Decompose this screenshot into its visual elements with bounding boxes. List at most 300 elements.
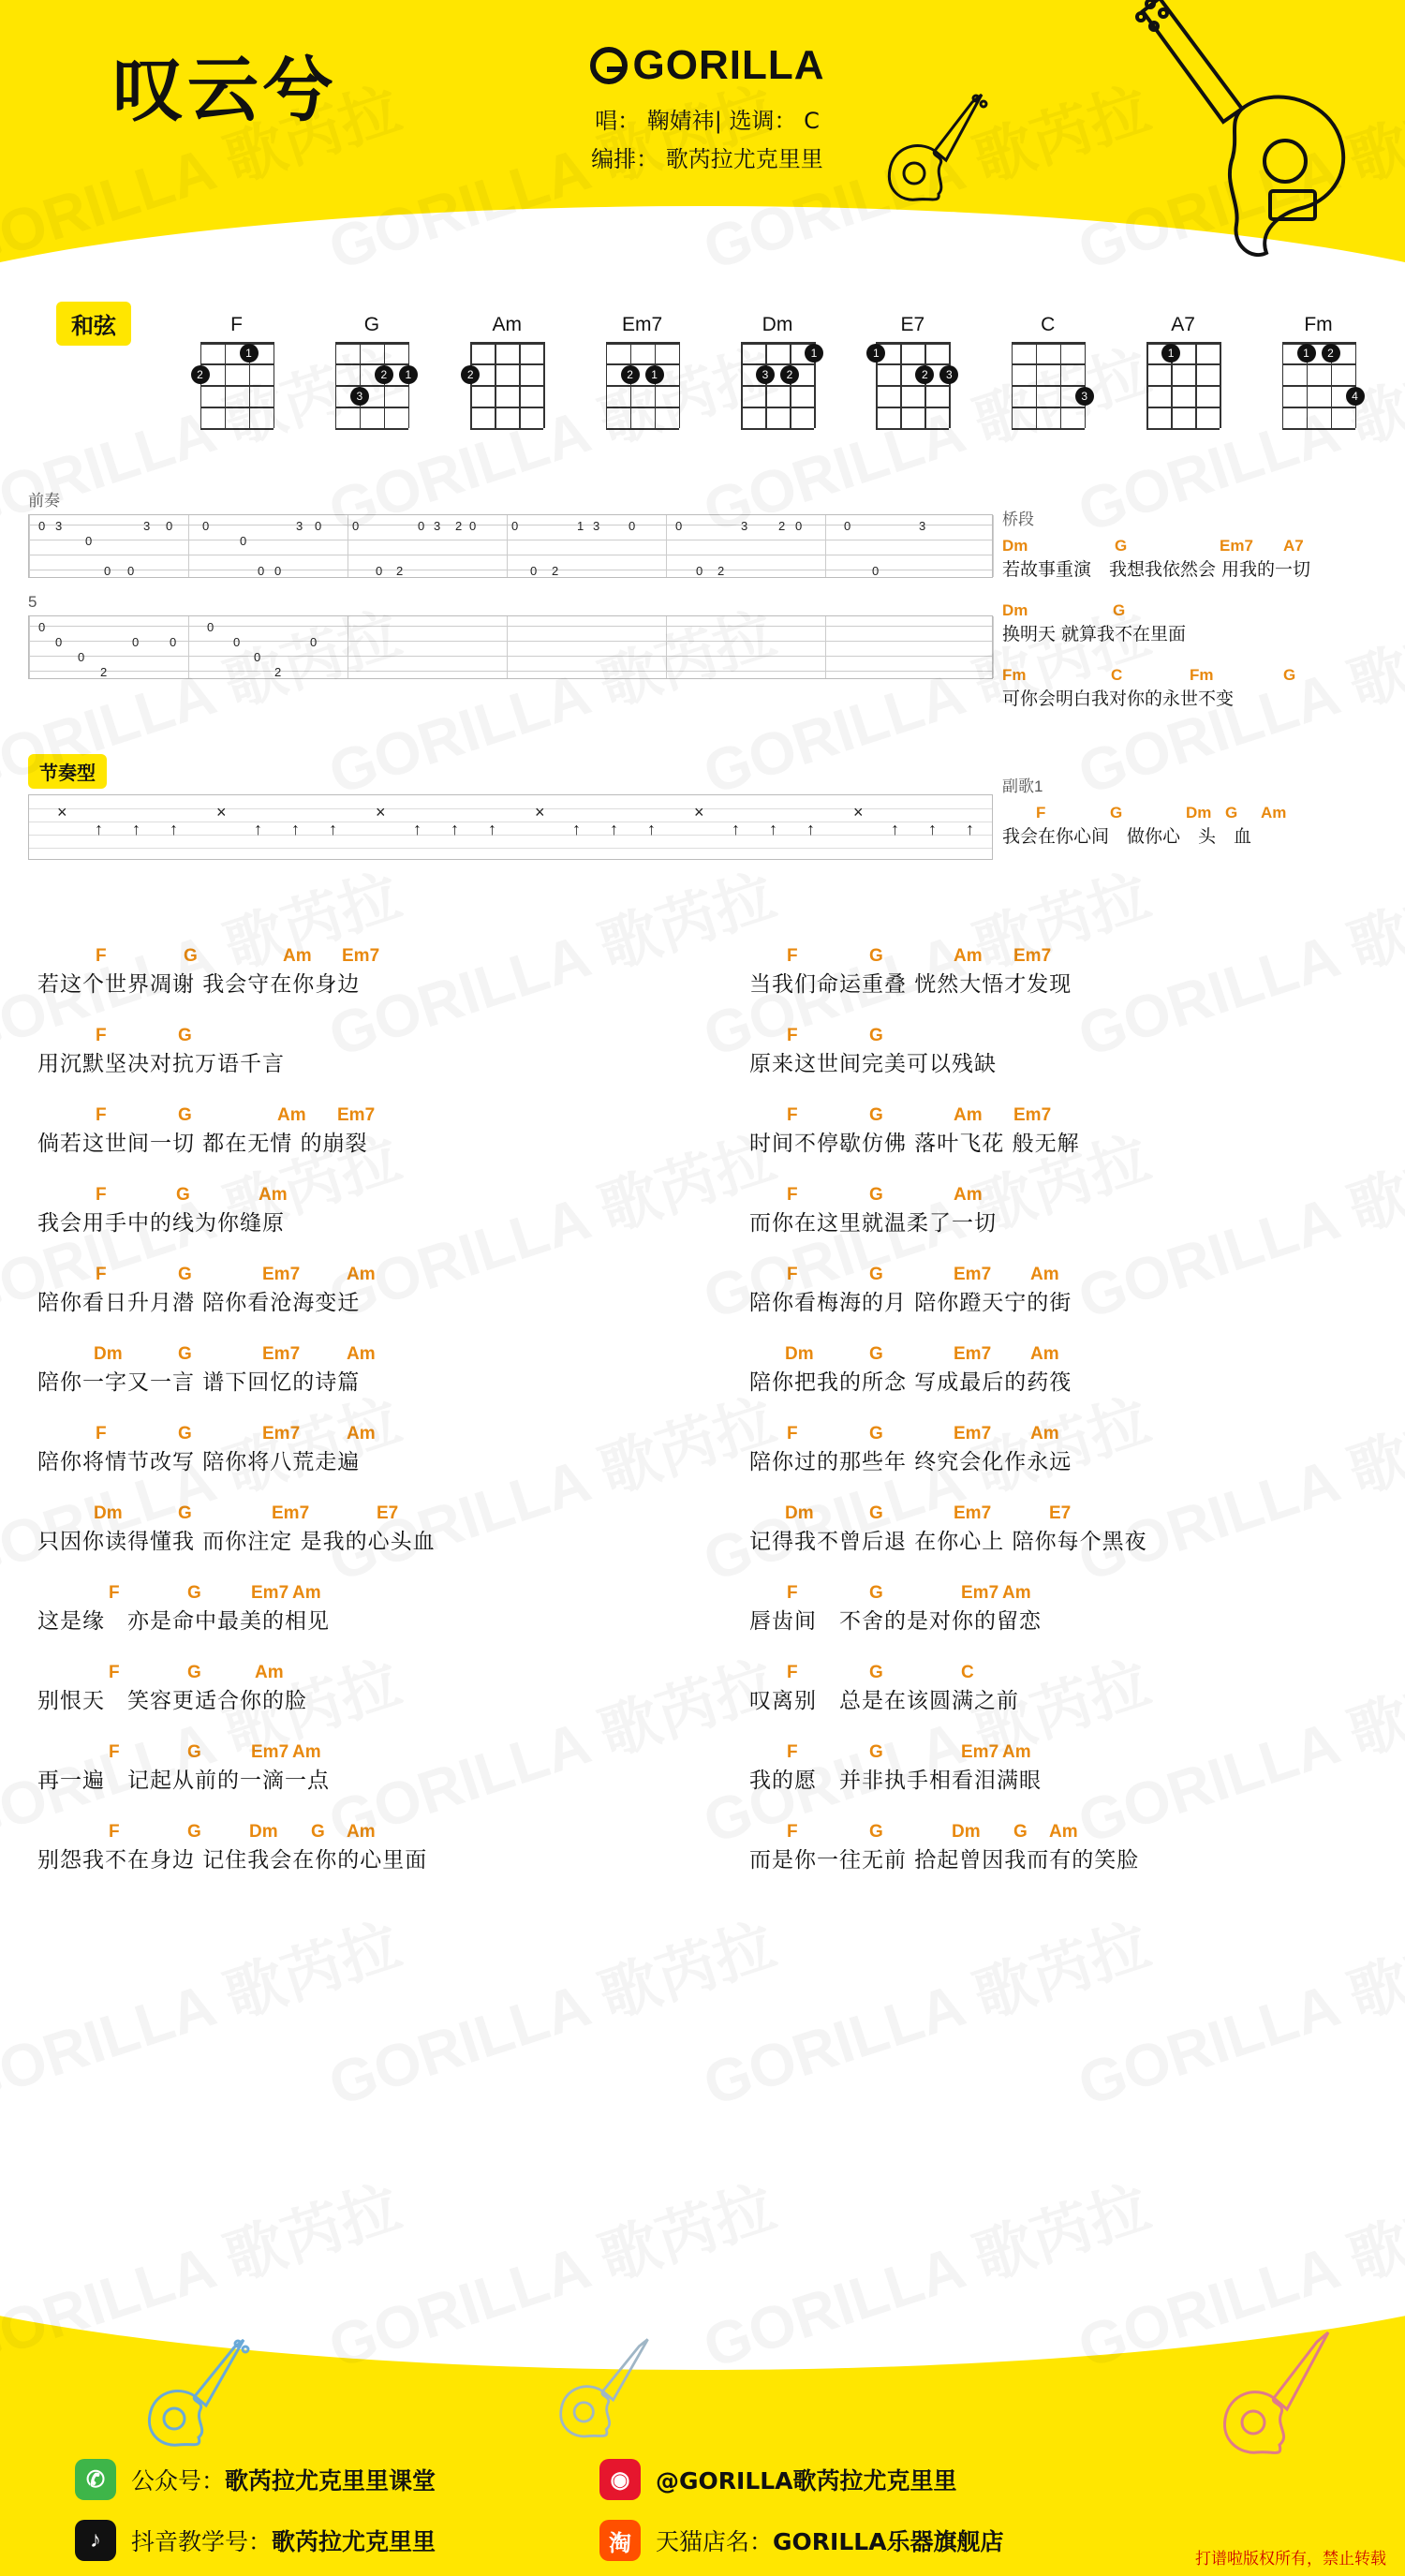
chord-diagram (322, 314, 421, 428)
chord-finger-dot: 2 (780, 365, 799, 384)
chord-symbol: G (869, 1026, 883, 1045)
chord-row (1002, 666, 1377, 685)
chord-symbol: A7 (1283, 537, 1304, 555)
chord-symbol: Am (283, 946, 312, 966)
chord-name: F (230, 314, 243, 335)
taobao-icon: 淘 (599, 2520, 641, 2561)
watermark (317, 1898, 785, 2124)
footer-contact-label: 公众号：歌芮拉尤克里里课堂 (131, 2467, 436, 2495)
tab-fret-number: 2 (455, 519, 463, 533)
chord-symbol: Em7 (251, 1583, 289, 1603)
tab-fret-number: 3 (55, 519, 63, 533)
douyin-icon: ♪ (75, 2520, 116, 2561)
tab-fret-number: 0 (872, 564, 880, 578)
tab-fret-number: 0 (233, 635, 241, 649)
chord-symbol: Em7 (1013, 946, 1052, 966)
chord-symbol: G (869, 946, 883, 966)
chord-symbol: F (96, 1265, 107, 1284)
chord-symbol: Em7 (337, 1105, 376, 1125)
chord-row (37, 1742, 693, 1763)
chord-row (749, 946, 1405, 967)
chord-symbol: G (1113, 601, 1126, 619)
tab-fret-number: 0 (240, 534, 247, 548)
chord-diagram (1134, 314, 1233, 428)
footer-contact-row[interactable] (599, 2520, 1004, 2561)
chord-name: E7 (900, 314, 925, 335)
strum-stroke: × (57, 803, 67, 822)
chord-symbol: Am (1030, 1265, 1059, 1284)
tab-fret-number: 0 (166, 519, 173, 533)
chord-lyric-line (1002, 537, 1377, 581)
chord-lyric-line (749, 1663, 1405, 1714)
chorus1-block (1002, 773, 1377, 868)
chord-finger-dot: 3 (1075, 387, 1094, 406)
chord-grid (741, 342, 818, 428)
chord-symbol: Am (1261, 804, 1287, 822)
chord-symbol: Am (347, 1265, 376, 1284)
chord-symbol: Am (954, 946, 983, 966)
chord-finger-dot: 3 (756, 365, 775, 384)
tab-fret-number: 0 (254, 650, 261, 664)
chord-symbol: C (961, 1663, 974, 1682)
chord-lyric-line (1002, 804, 1377, 848)
tab-fret-number: 2 (778, 519, 786, 533)
chord-grid (606, 342, 679, 428)
chord-finger-dot: 1 (240, 344, 259, 363)
ukulele-footer-left-icon (140, 2332, 262, 2454)
strum-stroke: ↑ (170, 820, 178, 838)
tab-fret-number: 0 (310, 635, 318, 649)
strum-stroke: ↑ (488, 820, 496, 838)
chord-symbol: F (787, 1185, 798, 1205)
chord-finger-dot: 1 (866, 344, 885, 363)
tab-fret-number: 3 (434, 519, 441, 533)
strum-stroke: ↑ (891, 820, 899, 838)
chord-symbol: G (187, 1663, 201, 1682)
chord-lyric-line (37, 1742, 693, 1794)
chord-lyric-line (37, 1185, 693, 1236)
tab-barline (993, 515, 994, 577)
chord-row (749, 1424, 1405, 1444)
chord-finger-dot: 1 (1161, 344, 1180, 363)
intro-measure-number: 5 (28, 593, 37, 611)
chord-diagram (593, 314, 691, 428)
chord-lyric-line (749, 1105, 1405, 1157)
chord-name: Dm (762, 314, 793, 335)
tab-string-line (29, 656, 992, 657)
tab-fret-number: 0 (352, 519, 360, 533)
chord-symbol: F (787, 946, 798, 966)
tab-barline (666, 515, 667, 577)
chord-symbol: G (178, 1105, 192, 1125)
tab-fret-number: 0 (844, 519, 851, 533)
tab-fret-number: 0 (258, 564, 265, 578)
chord-symbol: Am (292, 1742, 321, 1762)
chord-lyric-line (749, 1344, 1405, 1396)
strum-stroke: × (694, 803, 704, 822)
tab-fret-number: 0 (795, 519, 803, 533)
intro-tab-block (28, 487, 993, 679)
tab-fret-number: 0 (38, 620, 46, 634)
chord-lyric-line (37, 1026, 693, 1077)
strum-stroke: ↑ (966, 820, 974, 838)
tab-fret-number: 3 (143, 519, 151, 533)
intro-tab-staff-line1 (28, 514, 993, 578)
tab-fret-number: 3 (593, 519, 600, 533)
footer-contact-label: 抖音教学号：歌芮拉尤克里里 (131, 2528, 436, 2555)
strum-stroke: ↑ (413, 820, 422, 838)
strum-stroke: × (376, 803, 386, 822)
chord-symbol: E7 (1049, 1503, 1072, 1523)
chord-symbol: Em7 (1220, 537, 1253, 555)
chord-row (749, 1105, 1405, 1126)
chord-symbol: Em7 (342, 946, 380, 966)
lyric-text: 陪你看梅海的月 陪你蹬天宁的街 (749, 1291, 1072, 1315)
strum-stroke: ↑ (806, 820, 815, 838)
chord-diagram (864, 314, 962, 428)
strum-stroke: ↑ (732, 820, 740, 838)
tab-fret-number: 2 (274, 665, 282, 679)
footer-contact-label: 天猫店名：GORILLA乐器旗舰店 (656, 2528, 1004, 2555)
chord-symbol: Dm (1002, 537, 1028, 555)
rhythm-string-line (29, 848, 992, 849)
chord-symbol: F (96, 1105, 107, 1125)
tab-string-line (29, 626, 992, 627)
chord-finger-dot: 1 (645, 365, 664, 384)
tab-fret-number: 0 (696, 564, 703, 578)
chord-lyric-line (37, 1424, 693, 1475)
chord-symbol: G (869, 1105, 883, 1125)
chord-row (37, 1185, 693, 1206)
chord-lyric-line (749, 1583, 1405, 1635)
chord-symbol: Dm (785, 1344, 814, 1364)
brand-block (510, 42, 904, 179)
chord-lyric-line (749, 1185, 1405, 1236)
lyric-text: 陪你将情节改写 陪你将八荒走遍 (37, 1450, 361, 1474)
footer-contact-label: @GORILLA歌芮拉尤克里里 (656, 2467, 957, 2495)
chord-lyric-line (749, 946, 1405, 998)
chord-symbol: G (869, 1503, 883, 1523)
strum-stroke: ↑ (451, 820, 459, 838)
chord-symbol: F (787, 1105, 798, 1125)
tab-fret-number: 0 (127, 564, 135, 578)
lyric-text: 若故事重演 我想我依然会 用我的一切 (1002, 559, 1311, 580)
chord-row (749, 1344, 1405, 1365)
brand-name: GORILLA (632, 42, 825, 88)
lyric-text: 我会在你心间 做你心 头 血 (1002, 826, 1252, 847)
chord-symbol: G (869, 1344, 883, 1364)
tab-fret-number: 2 (552, 564, 559, 578)
lyric-text: 时间不停歇仿佛 落叶飞花 般无解 (749, 1132, 1080, 1156)
chord-finger-dot: 1 (805, 344, 823, 363)
chord-symbol: G (869, 1663, 883, 1682)
rhythm-block (28, 754, 993, 860)
chord-symbol: F (787, 1265, 798, 1284)
chord-symbol: Em7 (961, 1583, 999, 1603)
tab-barline (993, 616, 994, 678)
chord-symbol: G (869, 1265, 883, 1284)
chord-lyric-line (1002, 601, 1377, 645)
chord-symbol: Em7 (954, 1265, 992, 1284)
chord-lyric-line (37, 1663, 693, 1714)
tab-fret-number: 0 (207, 620, 214, 634)
chord-symbol: Em7 (954, 1344, 992, 1364)
chord-row (749, 1185, 1405, 1206)
chord-finger-dot: 2 (461, 365, 480, 384)
tab-barline (188, 616, 189, 678)
lyric-text: 我会用手中的线为你缝原 (37, 1211, 285, 1236)
lyric-text: 别怨我不在身边 记住我会在你的心里面 (37, 1848, 428, 1873)
chord-row (37, 1344, 693, 1365)
tab-barline (825, 616, 826, 678)
strum-stroke: ↑ (291, 820, 300, 838)
chord-diagram (729, 314, 827, 428)
chord-symbol: Am (277, 1105, 306, 1125)
footer-contact-row[interactable] (75, 2459, 436, 2500)
tab-fret-number: 0 (104, 564, 111, 578)
chord-name: Em7 (622, 314, 663, 335)
strum-stroke: ↑ (329, 820, 337, 838)
tab-fret-number: 0 (315, 519, 322, 533)
chord-symbol: G (1013, 1822, 1028, 1842)
chord-symbol: F (787, 1424, 798, 1443)
lyric-text: 换明天 就算我不在里面 (1002, 624, 1187, 644)
chord-symbol: G (1115, 537, 1128, 555)
chord-finger-dot: 2 (191, 365, 210, 384)
singer-line: 唱： 鞠婧祎| 选调： C (595, 108, 820, 134)
chord-symbol: G (187, 1742, 201, 1762)
strum-stroke: ↑ (254, 820, 262, 838)
chord-symbol: G (869, 1583, 883, 1603)
wechat-icon: ✆ (75, 2459, 116, 2500)
chord-symbol: Em7 (1013, 1105, 1052, 1125)
chord-symbol: G (178, 1424, 192, 1443)
chord-lyric-line (749, 1822, 1405, 1873)
chord-finger-dot: 3 (939, 365, 958, 384)
tab-fret-number: 0 (629, 519, 636, 533)
chord-grid (197, 342, 274, 428)
lyric-text: 陪你一字又一言 谱下回忆的诗篇 (37, 1370, 361, 1395)
tab-fret-number: 2 (717, 564, 725, 578)
chord-symbol: G (1225, 804, 1238, 822)
chord-grid (1146, 342, 1220, 428)
tab-barline (507, 515, 508, 577)
chord-symbol: G (869, 1822, 883, 1842)
chord-lyric-line (37, 1822, 693, 1873)
chord-symbol: G (178, 1503, 192, 1523)
chord-lyric-line (749, 1026, 1405, 1077)
chords-section-tag: 和弦 (56, 302, 131, 346)
chord-symbol: Am (1049, 1822, 1078, 1842)
chord-row (37, 1663, 693, 1683)
chord-symbol: Am (292, 1583, 321, 1603)
chord-row (749, 1742, 1405, 1763)
chord-row (37, 1424, 693, 1444)
lyric-text: 记得我不曾后退 在你心上 陪你每个黑夜 (749, 1530, 1147, 1554)
chord-symbol: G (869, 1185, 883, 1205)
chord-symbol: G (869, 1742, 883, 1762)
chord-finger-dot: 4 (1346, 387, 1365, 406)
page-title: 叹云兮 (112, 48, 337, 131)
credit-block (510, 102, 904, 179)
chord-lyric-line (37, 1503, 693, 1555)
chord-symbol: F (109, 1742, 120, 1762)
chord-symbol: F (96, 946, 107, 966)
chord-symbol: F (109, 1583, 120, 1603)
chord-finger-dot: 3 (350, 387, 369, 406)
strum-stroke: ↑ (769, 820, 777, 838)
chord-symbol: Am (259, 1185, 288, 1205)
chord-symbol: Am (954, 1185, 983, 1205)
watermark (1066, 1898, 1405, 2124)
lyric-text: 若这个世界凋谢 我会守在你身边 (37, 972, 361, 997)
tab-fret-number: 0 (511, 519, 519, 533)
strum-stroke: × (853, 803, 864, 822)
tab-barline (666, 616, 667, 678)
chord-finger-dot: 2 (915, 365, 934, 384)
lyric-text: 唇齿间 不舍的是对你的留恋 (749, 1609, 1042, 1634)
chord-symbol: Dm (785, 1503, 814, 1523)
chord-lyric-line (37, 946, 693, 998)
tab-barline (29, 616, 30, 678)
chord-symbol: Am (1030, 1424, 1059, 1443)
tab-fret-number: 0 (274, 564, 282, 578)
chord-symbol: Dm (94, 1344, 123, 1364)
chord-symbol: G (178, 1026, 192, 1045)
copyright-text: 打谱啦版权所有，禁止转载 (1195, 2550, 1386, 2569)
intro-label: 前奏 (28, 492, 60, 510)
strum-stroke: × (216, 803, 227, 822)
strum-stroke: ↑ (95, 820, 103, 838)
chord-lyric-line (749, 1742, 1405, 1794)
chord-symbol: G (176, 1185, 190, 1205)
chord-row (37, 1503, 693, 1524)
chord-diagram (998, 314, 1097, 428)
chord-lyric-line (1002, 666, 1377, 710)
chord-symbol: C (1111, 666, 1123, 684)
chord-symbol: Em7 (961, 1742, 999, 1762)
chord-symbol: F (787, 1583, 798, 1603)
chord-symbol: Dm (952, 1822, 981, 1842)
chord-lyric-line (37, 1265, 693, 1316)
chord-symbol: G (1110, 804, 1123, 822)
tab-fret-number: 0 (469, 519, 477, 533)
lyric-text: 只因你读得懂我 而你注定 是我的心头血 (37, 1530, 436, 1554)
lyric-text: 而是你一往无前 拾起曾因我而有的笑脸 (749, 1848, 1140, 1873)
tab-barline (825, 515, 826, 577)
chord-symbol: G (311, 1822, 325, 1842)
chord-row (749, 1503, 1405, 1524)
chord-symbol: Dm (94, 1503, 123, 1523)
rhythm-string-line (29, 808, 992, 809)
tab-fret-number: 0 (132, 635, 140, 649)
footer-contact-row[interactable] (599, 2459, 957, 2500)
lyric-text: 陪你过的那些年 终究会化作永远 (749, 1450, 1072, 1474)
watermark (0, 1898, 409, 2124)
lyric-text: 我的愿 并非执手相看泪满眼 (749, 1769, 1042, 1793)
chord-row (37, 1583, 693, 1604)
chord-finger-dot: 1 (399, 365, 418, 384)
tab-fret-number: 0 (376, 564, 383, 578)
chord-row (37, 1105, 693, 1126)
tab-fret-number: 0 (78, 650, 85, 664)
tab-fret-number: 0 (38, 519, 46, 533)
chord-diagram-row (187, 314, 1368, 428)
footer-contact-row[interactable] (75, 2520, 436, 2561)
chord-row (749, 1822, 1405, 1843)
chord-row (37, 1265, 693, 1285)
chord-symbol: Dm (1186, 804, 1212, 822)
chord-row (749, 1026, 1405, 1046)
chord-name: Am (492, 314, 522, 335)
lyric-text: 再一遍 记起从前的一滴一点 (37, 1769, 330, 1793)
chord-row (749, 1663, 1405, 1683)
weibo-icon: ◉ (599, 2459, 641, 2500)
guitar-outline-icon (1049, 0, 1358, 272)
chord-symbol: G (869, 1424, 883, 1443)
page-header (0, 0, 1405, 281)
lyric-text: 倘若这世间一切 都在无情 的崩裂 (37, 1132, 368, 1156)
page-footer (0, 2295, 1405, 2576)
chord-lyric-line (37, 1344, 693, 1396)
ukulele-outline-icon (880, 89, 1002, 211)
chord-row (1002, 537, 1377, 555)
lyric-text: 别恨天 笑容更适合你的脸 (37, 1689, 307, 1713)
chord-name: G (363, 314, 380, 335)
chord-symbol: Em7 (262, 1344, 301, 1364)
chord-symbol: F (787, 1026, 798, 1045)
strum-stroke: ↑ (647, 820, 656, 838)
strum-stroke: ↑ (132, 820, 140, 838)
strum-stroke: × (535, 803, 545, 822)
chord-row (1002, 601, 1377, 620)
strum-stroke: ↑ (610, 820, 618, 838)
tab-fret-number: 0 (675, 519, 683, 533)
tab-fret-number: 0 (530, 564, 538, 578)
chord-name: C (1041, 314, 1056, 335)
chord-symbol: Em7 (262, 1424, 301, 1443)
chord-symbol: Am (954, 1105, 983, 1125)
chord-symbol: G (187, 1822, 201, 1842)
tab-string-line (29, 671, 992, 672)
chord-lyric-line (37, 1583, 693, 1635)
chord-name: A7 (1171, 314, 1195, 335)
intro-tab-staff-line2 (28, 615, 993, 679)
lyric-text: 当我们命运重叠 恍然大悟才发现 (749, 972, 1072, 997)
chord-symbol: Em7 (272, 1503, 310, 1523)
tab-fret-number: 0 (202, 519, 210, 533)
lyrics-column-left (37, 946, 693, 1902)
chord-symbol: Am (1030, 1344, 1059, 1364)
brand-logo (510, 42, 904, 89)
chord-symbol: Dm (1002, 601, 1028, 619)
chord-symbol: G (1283, 666, 1296, 684)
chord-symbol: G (178, 1265, 192, 1284)
lyric-text: 这是缘 亦是命中最美的相见 (37, 1609, 330, 1634)
chord-diagram (187, 314, 286, 428)
rhythm-section-tag: 节奏型 (28, 754, 107, 789)
strum-stroke: ↑ (928, 820, 937, 838)
chord-row (749, 1583, 1405, 1604)
chord-symbol: Em7 (954, 1424, 992, 1443)
chord-symbol: E7 (377, 1503, 399, 1523)
lyric-text: 陪你看日升月潜 陪你看沧海变迁 (37, 1291, 361, 1315)
chord-grid (873, 342, 953, 428)
chord-symbol: Am (1002, 1742, 1031, 1762)
chord-symbol: Dm (249, 1822, 278, 1842)
chord-symbol: Em7 (954, 1503, 992, 1523)
chord-symbol: G (187, 1583, 201, 1603)
